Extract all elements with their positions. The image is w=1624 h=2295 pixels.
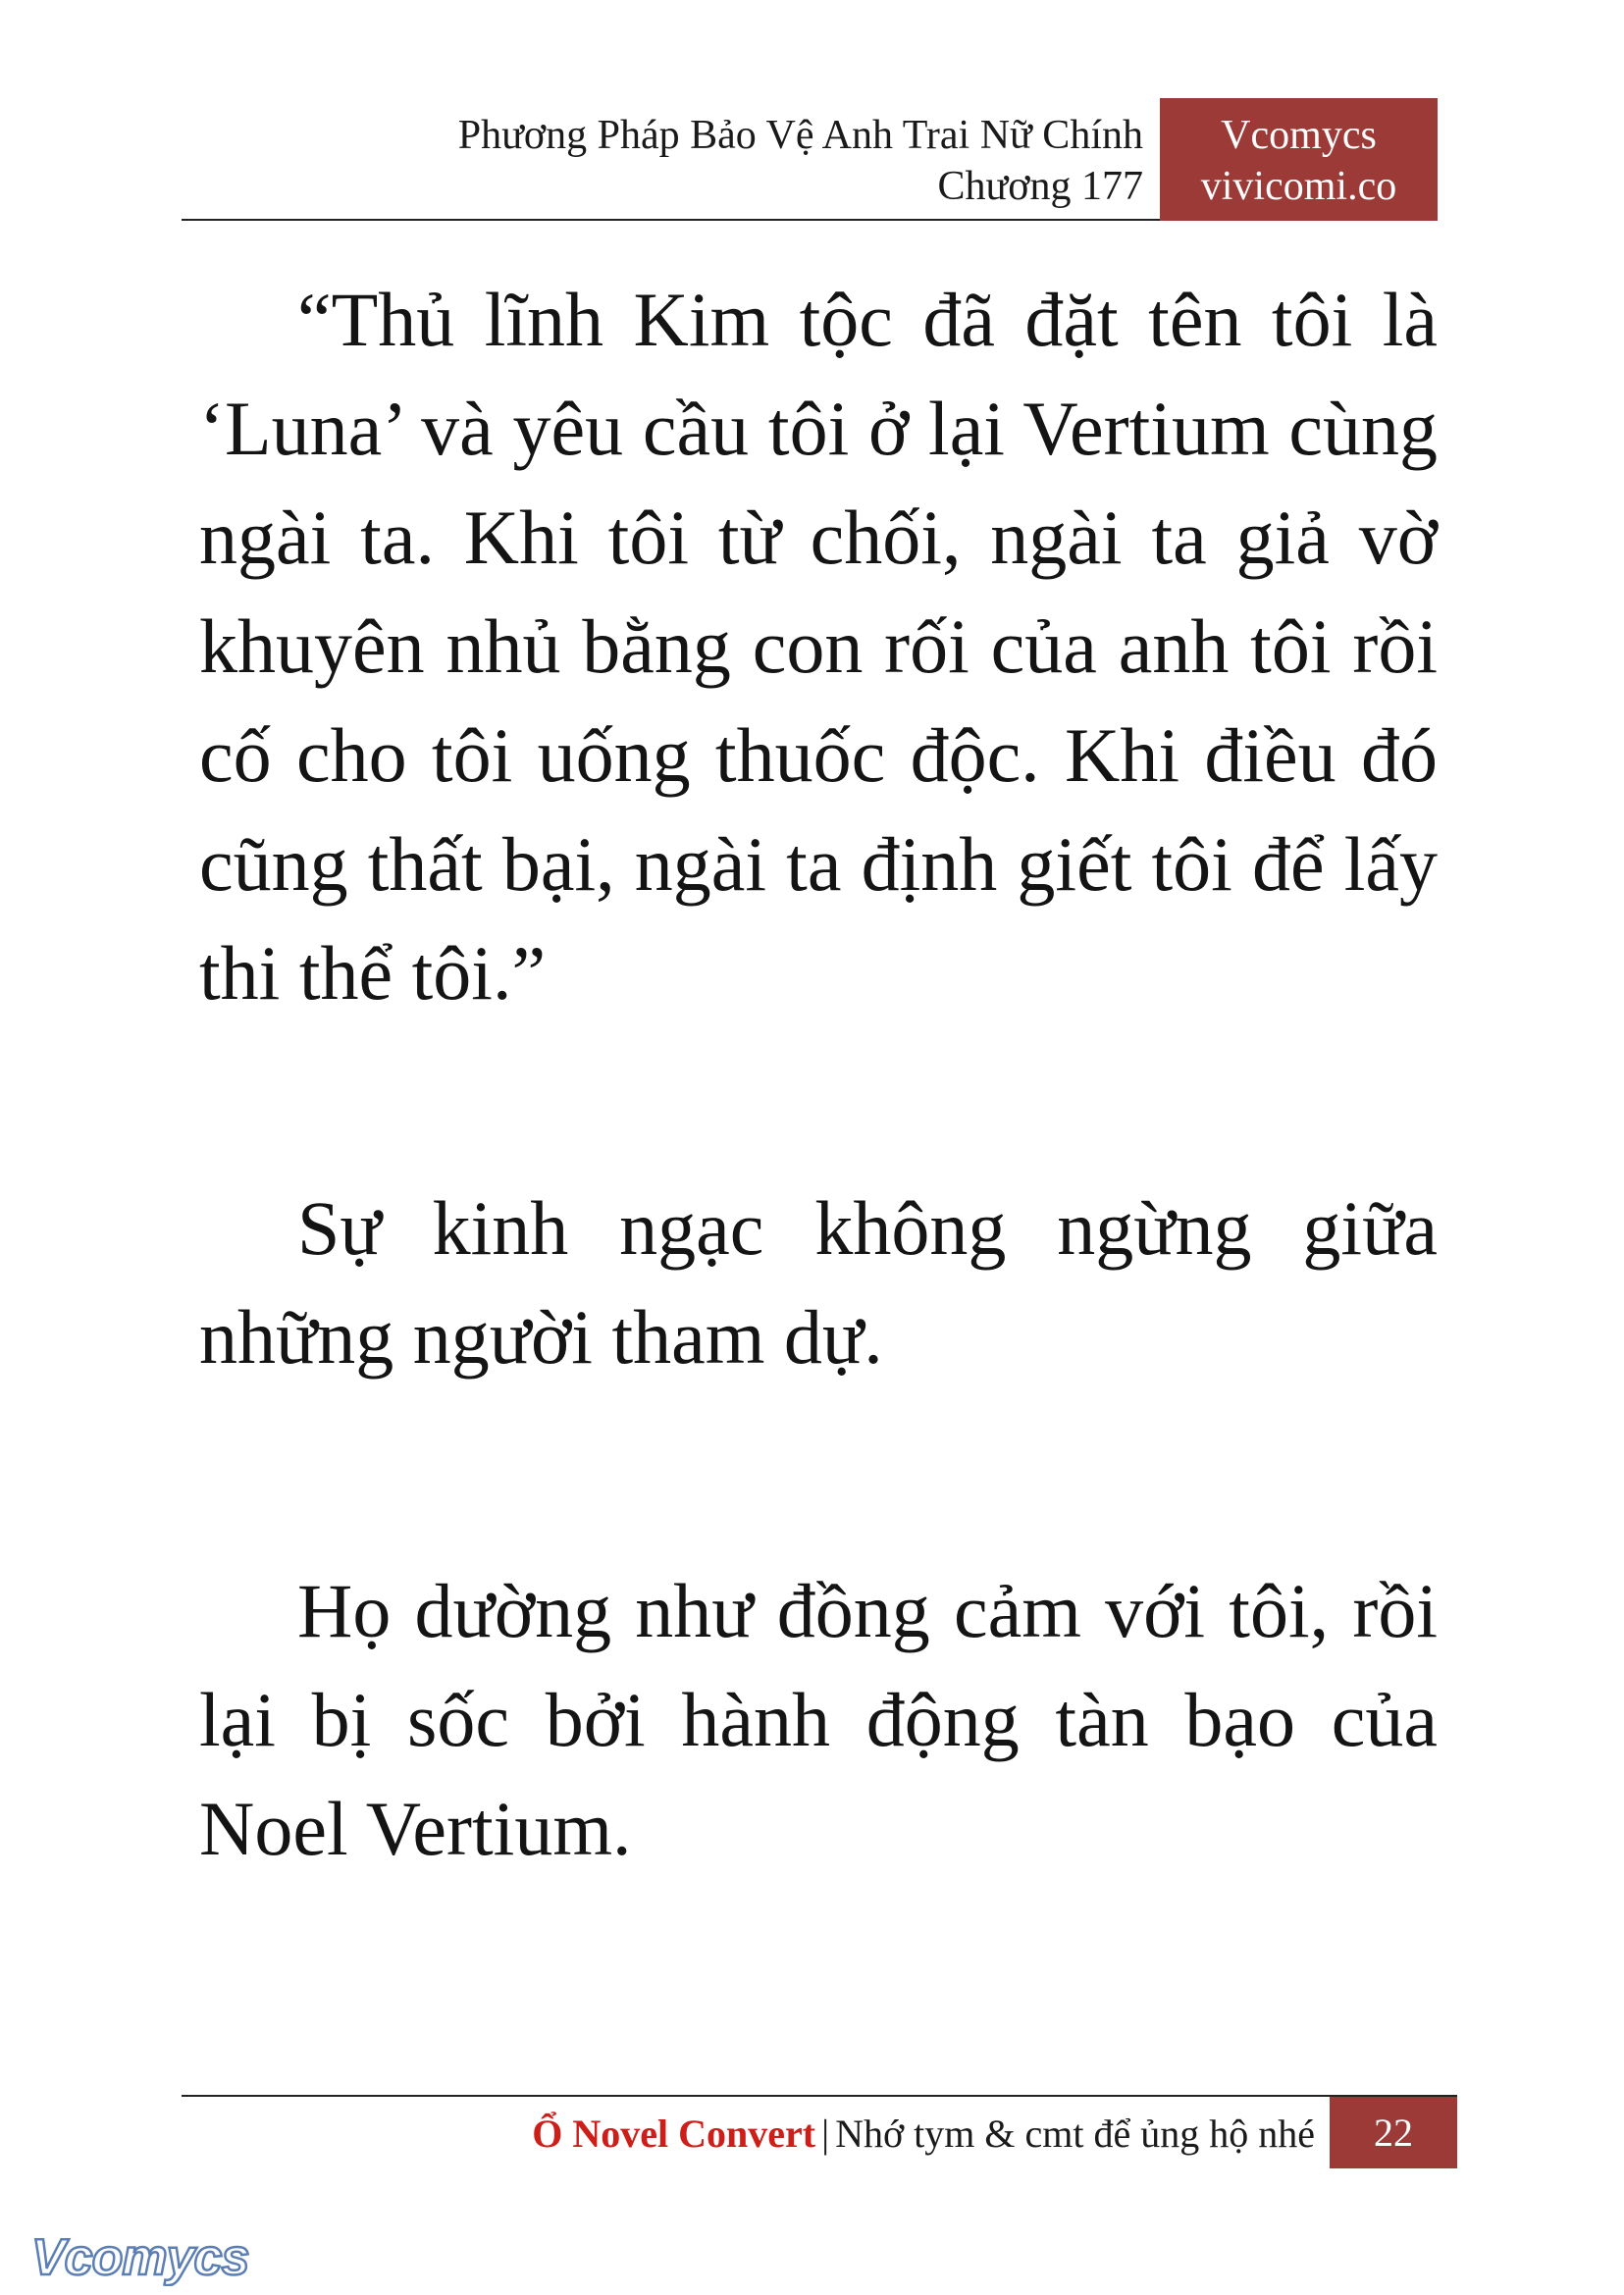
header-text-block <box>458 110 1143 212</box>
footer-text <box>532 2107 1315 2162</box>
paragraph: Họ dường như đồng cảm với tôi, rồi lại bị sốc bởi hành động tàn bạo của Noel Vertium. <box>199 1568 1438 1871</box>
page-number: 22 <box>1330 2097 1457 2168</box>
footer-divider <box>182 2095 1457 2097</box>
footer-separator: | <box>821 2112 830 2156</box>
page-footer <box>182 2095 1457 2168</box>
chapter-label: Chương 177 <box>937 164 1143 209</box>
paragraph: Sự kinh ngạc không ngừng giữa những người tham dự. <box>199 1185 1438 1380</box>
header-divider <box>182 219 1160 221</box>
chapter-body <box>199 265 1438 1883</box>
site-badge <box>1160 98 1438 221</box>
page-header <box>182 98 1438 221</box>
book-title: Phương Pháp Bảo Vệ Anh Trai Nữ Chính <box>457 113 1143 158</box>
site-badge-name: Vcomycs <box>1221 113 1377 158</box>
vcomycs-watermark-logo <box>27 2225 253 2286</box>
paragraph: “Thủ lĩnh Kim tộc đã đặt tên tôi là ‘Luna’ và yêu cầu tôi ở lại Vertium cùng ngài ta. Khi tôi từ chối, ngài ta giả vờ khuyên nhủ bằng con rối của anh tôi rồi cố cho tôi uống thuốc độc. Khi điều đó cũng thất bại, ngài ta định giết tôi để lấy thi thể tôi.” <box>199 277 1438 1016</box>
footer-brand: Ổ Novel Convert <box>532 2112 816 2156</box>
footer-message: Nhớ tym & cmt để ủng hộ nhé <box>835 2112 1315 2156</box>
watermark-text: Vcomycs <box>31 2229 249 2286</box>
site-badge-url: vivicomi.co <box>1200 164 1397 209</box>
